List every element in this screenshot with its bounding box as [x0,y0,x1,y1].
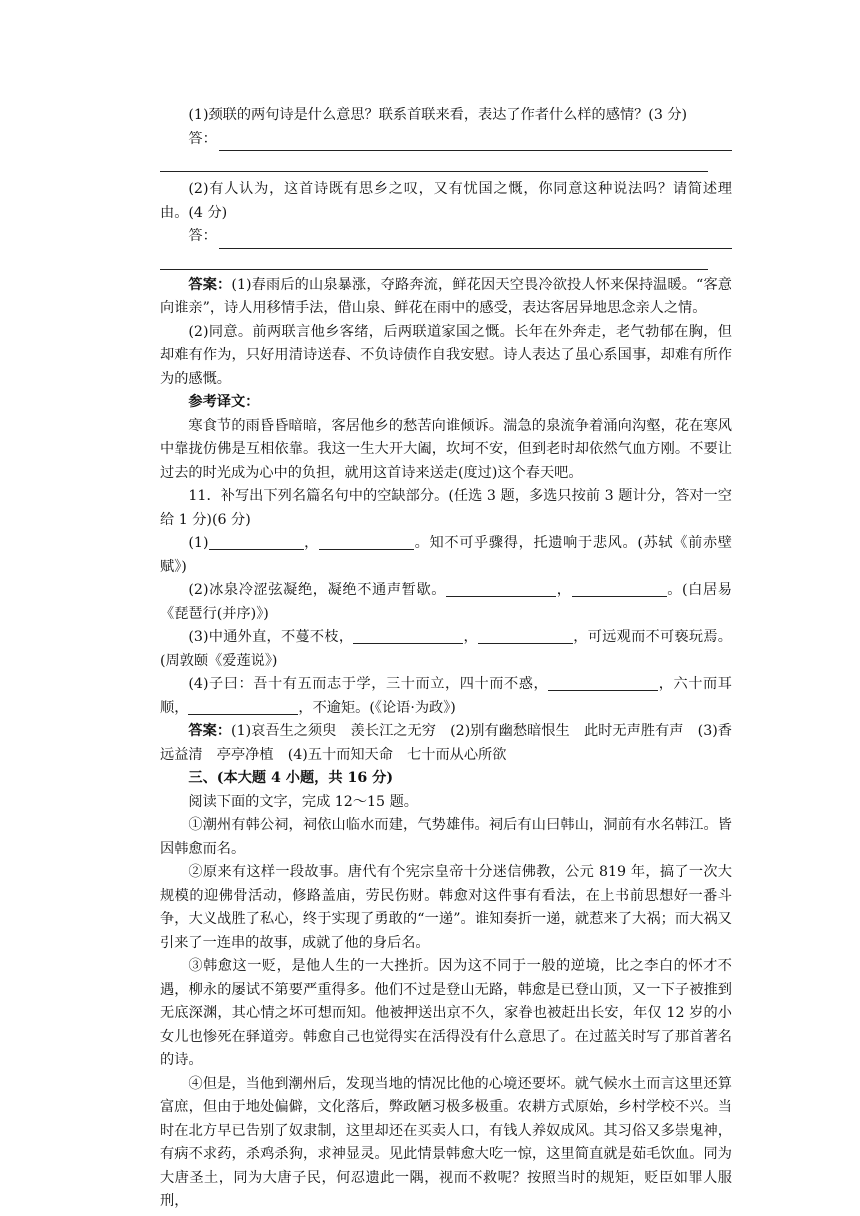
q11-item-1: (1) ， 。知不可乎骤得，托遗响于悲风。(苏轼《前赤壁赋》) [160,535,732,575]
passage-para-2: ②原来有这样一段故事。唐代有个宪宗皇帝十分迷信佛教，公元 819 年，搞了一次大规模的迎佛骨活动，修路盖庙，劳民伤财。韩愈对这件事有看法，在上书前思想好一番斗争，大义战胜了私心，终于实现了勇敢的“一递”。谁知奏折一递，就惹来了大祸；而大祸又引来了一连串的故事，成就了他的身后名。 [160,864,732,951]
q11-item-2: (2)冰泉冷涩弦凝绝，凝绝不通声暂歇。 ， 。(白居易《琵琶行(并序)》) [160,582,732,622]
answer-line-2[interactable] [160,151,708,172]
fill-blank[interactable] [572,580,667,597]
answer-heading: 答案： [188,276,232,293]
fill-blank[interactable] [319,533,414,550]
answer-fill[interactable] [219,231,732,249]
fill-blank[interactable] [446,580,556,597]
fill-blank[interactable] [548,674,658,691]
passage-para-1: ①潮州有韩公祠，祠依山临水而建，气势雄伟。祠后有山曰韩山，洞前有水名韩江。皆因韩愈而名。 [160,817,732,857]
document-page [160,104,732,1214]
fill-blank[interactable] [353,627,463,644]
answer-label: 答： [188,130,217,147]
answer-label: 答： [188,228,217,244]
fill-blank[interactable] [209,533,304,550]
q11-item-3: (3)中通外直，不蔓不枝， ， ，可远观而不可亵玩焉。(周敦颐《爱莲说》) [160,629,732,669]
q11-answer: 答案：(1)哀吾生之须臾 羡长江之无穷 (2)别有幽愁暗恨生 此时无声胜有声 (3)香远益清 亭亭净植 (4)五十而知天命 七十而从心所欲 [160,723,732,763]
fill-blank[interactable] [188,698,298,715]
answer-line-4[interactable] [160,249,708,270]
reference-heading: 参考译文： [188,394,260,410]
answer-line-3[interactable] [160,225,732,249]
q10-sub1: (1)颈联的两句诗是什么意思？联系首联来看，表达了作者什么样的感情？(3 分) [188,107,688,123]
q10-sub2: (2)有人认为，这首诗既有思乡之叹，又有忧国之慨，你同意这种说法吗？请简述理由。(4 分) [160,181,732,221]
reference-translation: 寒食节的雨昏昏暗暗，客居他乡的愁苦向谁倾诉。湍急的泉流争着涌向沟壑，花在寒风中靠拢仿佛是互相依靠。我这一生大开大阖，坎坷不安，但到老时却依然气血方刚。不要让过去的时光成为心中的负担，就用这首诗来送走(度过)这个春天吧。 [160,417,732,481]
section-intro: 阅读下面的文字，完成 12～15 题。 [188,793,418,810]
fill-blank[interactable] [478,627,573,644]
answer-heading: 答案： [188,723,232,739]
q10-answer-1: 答案：(1)春雨后的山泉暴涨，夺路奔流，鲜花因天空畏冷欲投人怀来保持温暖。“客意向谁亲”，诗人用移情手法，借山泉、鲜花在雨中的感受，表达客居异地思念亲人之情。 [160,276,732,316]
passage-para-3: ③韩愈这一贬，是他人生的一大挫折。因为这不同于一般的逆境，比之李白的怀才不遇，柳永的屡试不第要严重得多。他们不过是登山无路，韩愈是已登山顶，又一下子被推到无底深渊，其心情之坏可想而知。他被押送出京不久，家眷也被赶出长安，年仅 12 岁的小女儿也惨死在驿道旁。韩愈自己也觉得实在活得没有什么意思了。在过蓝关时写了那首著名的诗。 [160,958,732,1068]
answer-fill[interactable] [219,133,732,151]
q11-stem: 11．补写出下列名篇名句中的空缺部分。(任选 3 题，多选只按前 3 题计分，答对一空给 1 分)(6 分) [160,488,732,528]
q11-item-4: (4)子曰：吾十有五而志于学，三十而立，四十而不惑， ，六十而耳顺， ，不逾矩。(《论语·为政》) [160,676,732,716]
passage-para-4: ④但是，当他到潮州后，发现当地的情况比他的心境还要坏。就气候水土而言这里还算富庶，但由于地处偏僻，文化落后，弊政陋习极多极重。农耕方式原始，乡村学校不兴。当时在北方早已告别了奴隶制，这里却还在买卖人口，有钱人养奴成风。其习俗又多崇鬼神，有病不求药，杀鸡杀狗，求神显灵。见此情景韩愈大吃一惊，这里简直就是茹毛饮血。同为大唐圣土，同为大唐子民，何忍遗此一隅，视而不救呢？按照当时的规矩，贬臣如罪人服刑， [160,1075,732,1209]
answer-line-1[interactable] [160,128,732,152]
section-title: 三、(本大题 4 小题，共 16 分) [188,770,394,786]
q10-answer-2: (2)同意。前两联言他乡客绪，后两联道家国之慨。长年在外奔走，老气勃郁在胸，但却难有作为，只好用清诗送春、不负诗债作自我安慰。诗人表达了虽心系国事，却难有所作为的感慨。 [160,323,732,387]
